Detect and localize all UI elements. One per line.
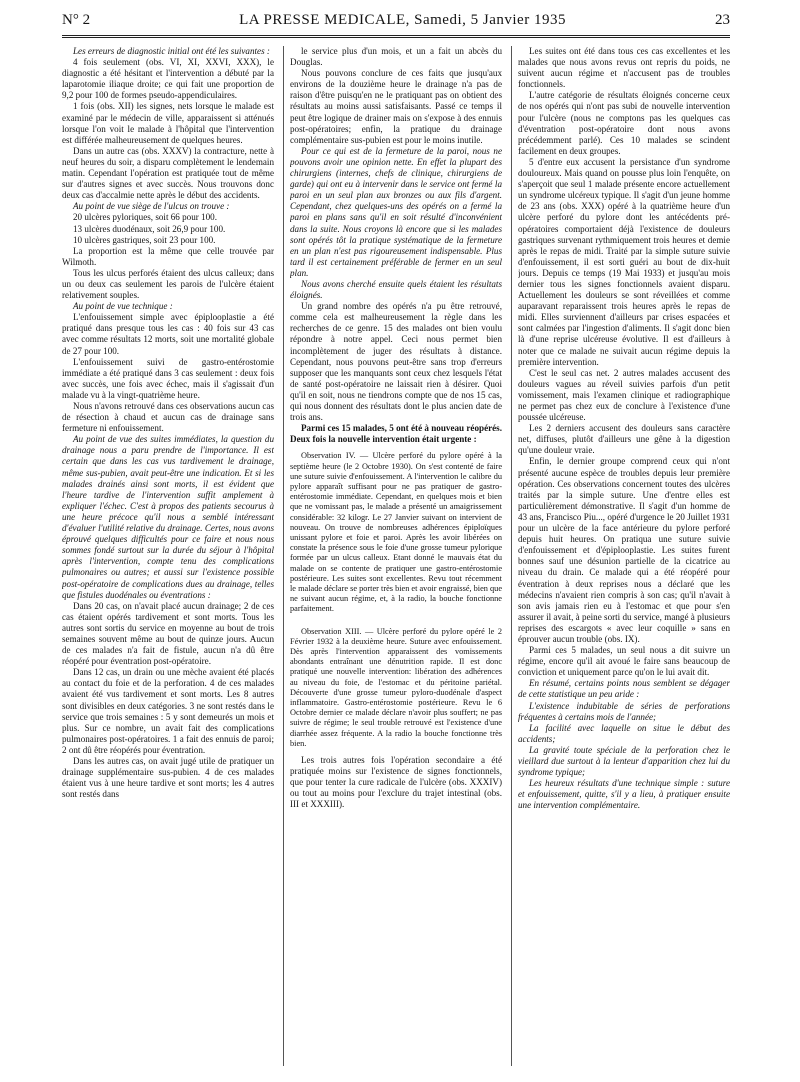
paragraph: Observation IV. — Ulcère perforé du pylore opéré à la septième heure (le 2 Octobre 1930). On s'est contenté de faire une suture suivie d'enfouissement. A l'intervention le calibre du pylore apparaît suffisant pour ne pas pratiquer de gastro-entérostomie immédiate. Cependant, en quelques mois et bien que ne vomissant pas, le malade a présenté un amaigrissement considérable: 32 kilogr. Le 27 Janvier suivant on intervient de nouveau. On trouve de nombreuses adhérences épiploïques unissant pylore et foie et paroi. Après les avoir libérées on constate la présence sous le foie d'une grosse tumeur pylorique formée par un ulcus calleux. Etant donné le mauvais état du malade on se contente de pratiquer une gastro-entérostomie postérieure. Les suites sont excellentes. Revu tout récemment le malade déclare se porter très bien et avoir engraissé, bien que ne suivant aucun régime, et, à la radio, la bouche fonctionne parfaitement.: [290, 451, 502, 614]
text-column-right: [518, 46, 730, 1066]
paragraph: L'existence indubitable de séries de perforations fréquentes à certains mois de l'année;: [518, 700, 730, 722]
paragraph: 10 ulcères gastriques, soit 23 pour 100.: [73, 234, 216, 245]
paragraph: En résumé, certains points nous semblent se dégager de cette statistique un peu aride :: [518, 678, 730, 700]
paragraph: Les suites ont été dans tous ces cas excellentes et les malades que nous avons revus ont repris du poids, ne suivent aucun régime et n'accusent pas de troubles fonctionnels.: [518, 46, 730, 90]
paragraph: Au point de vue siège de l'ulcus on trouve :: [73, 201, 230, 212]
text-column-middle: [290, 46, 502, 1066]
column-divider: [283, 46, 284, 1066]
paragraph: 4 fois seulement (obs. VI, XI, XXVI, XXX), le diagnostic a été hésitant et l'intervention a débuté par la laparotomie iliaque droite; ce qui fait une proportion de 9,2 pour 100 de formes pseudo-appendiculaires.: [62, 57, 274, 101]
issue-number: N° 2: [62, 12, 91, 28]
paragraph: Dans les autres cas, on avait jugé utile de pratiquer un drainage supplémentaire sus-pubien. 4 de ces malades étaient vus à une heure tardive et sont morts; les 4 autres sont restés dans: [62, 756, 274, 800]
running-header: [62, 12, 730, 34]
page-number: 23: [714, 12, 730, 28]
paragraph: Dans un autre cas (obs. XXXV) la contracture, nette à neuf heures du soir, a disparu complètement le lendemain matin. Cependant l'opération est pratiquée tout de même sur d'autres signes et avec succès. Nous trouvons donc deux cas d'accalmie nette après le début des accidents.: [62, 145, 274, 201]
paragraph: Dans 20 cas, on n'avait placé aucun drainage; 2 de ces cas étaient opérés tardivement et sont morts. Tous les autres sont sortis du service en moyenne au bout de trois semaines souvent même au bout de quinze jours. Aucun de ces malades n'a fait de fistule, aucun n'a dû être réopéré pour éventration post-opératoire.: [62, 600, 274, 667]
text-column-left: [62, 46, 274, 1066]
paragraph: Au point de vue des suites immédiates, la question du drainage nous a paru prendre de l'importance. Il est certain que dans les cas vus tardivement le drainage, même sus-pubien, avait peut-être une indication. Et si les malades drainés ainsi sont morts, il est évident que l'heure tardive de l'intervention suffit amplement à expliquer l'échec. C'est à propos des patients secourus à une heure précoce qu'il nous a semblé intéressant d'évaluer l'utilité relative du drainage. Certes, nous avons éprouvé quelques difficultés pour ce faire et nous nous sommes fondé surtout sur la durée du séjour à l'hôpital après l'intervention, compte tenu des complications pulmonaires ou autres; et aussi sur l'existence possible post-opératoire de complications dues au drainage, telles que fistules duodénales ou éventrations :: [62, 434, 274, 600]
paragraph: le service plus d'un mois, et un a fait un abcès du Douglas.: [290, 46, 502, 68]
paragraph: Parmi ces 15 malades, 5 ont été à nouveau réopérés. Deux fois la nouvelle intervention était urgente :: [290, 423, 502, 445]
paragraph: 1 fois (obs. XII) les signes, nets lorsque le malade est examiné par le médecin de ville, apparaissent si atténués lorsque l'on voit le malade à l'hôpital que l'intervention est différée malheureusement de quelques heures.: [62, 101, 274, 145]
paragraph: Nous n'avons retrouvé dans ces observations aucun cas de résection à chaud et aucun cas de drainage sans fermeture ni enfouissement.: [62, 401, 274, 434]
paragraph: Nous pouvons conclure de ces faits que jusqu'aux environs de la douzième heure le drainage n'a pas de raison d'être puisqu'en ne le pratiquant pas on obtient des résultats au moins aussi satisfaisants. Passé ce temps il peut être logique de drainer mais on s'expose à des ennuis post-opératoires; enfin, la pratique du drainage complémentaire sus-pubien est pour le moins inutile.: [290, 68, 502, 145]
paragraph: La gravité toute spéciale de la perforation chez le vieillard due surtout à la lenteur d'apparition chez lui du syndrome typique;: [518, 744, 730, 778]
header-rule-secondary: [62, 37, 730, 38]
paragraph: Observation XIII. — Ulcère perforé du pylore opéré le 2 Février 1932 à la deuxième heure. Suture avec enfouissement. Dès après l'intervention apparaissent des vomissements abondants entraînant une dénutrition rapide. Il est donc pratiqué une nouvelle intervention: libération des adhérences au niveau du foie, de l'estomac et du péritoine pariétal. Découverte d'une grosse tumeur pyloro-duodénale d'aspect inflammatoire. Gastro-entérostomie postérieure. Revu le 6 Octobre dernier ce malade déclare n'avoir plus souffert; ne pas suivre de régime; le seul trouble retrouvé est l'existence d'une diarrhée assez fréquente. A la radio la bouche fonctionne très bien.: [290, 626, 502, 748]
paragraph: Dans 12 cas, un drain ou une mèche avaient été placés au contact du foie et de la perforation. 4 de ces malades avaient été vus tardivement et sont morts. Les 8 autres sont divisibles en deux catégories. 3 ne sont restés dans le service que trois semaines : 5 y sont demeurés un mois et plus. Sur ce nombre, un avait fait des complications pulmonaires post-opératoires. 1 a fait des ennuis de paroi; 2 ont dû être réopérés pour éventration.: [62, 667, 274, 755]
paragraph: La facilité avec laquelle on situe le début des accidents;: [518, 722, 730, 744]
column-divider: [511, 46, 512, 1066]
paragraph: Les 2 derniers accusent des douleurs sans caractère net, diffuses, plutôt d'ailleurs une gêne à la digestion qu'une douleur vraie.: [518, 423, 730, 456]
paragraph: Les erreurs de diagnostic initial ont été les suivantes :: [73, 46, 270, 56]
paragraph: 13 ulcères duodénaux, soit 26,9 pour 100.: [73, 223, 226, 234]
paragraph: Enfin, le dernier groupe comprend ceux qui n'ont présenté aucune espèce de troubles depuis leur première opération. Ces observations concernent toutes des ulcères traités par la simple suture. Une d'entre elles est particulièrement démonstrative. Il s'agit d'un homme de 43 ans, Francisco Piu..., opéré d'urgence le 20 Juillet 1931 pour un ulcère de la face antérieure du pylore perforé depuis huit heures. On pratiqua une suture suivie d'enfouissement et d'épiplooplastie. Les suites furent bonnes sauf une désunion partielle de la cicatrice au niveau du drain. Ce malade qui a été réopéré pour éventration à deux reprises nous a déclaré que les médecins n'avaient rien compris à son cas; qu'il n'avait à son avis jamais rien eu à l'estomac et que pour s'en assurer il avait, à peine sorti du service, mangé à plusieurs reprises des escargots « avec leur coquille » sans en éprouver aucun trouble (obs. IX).: [518, 456, 730, 644]
paragraph: L'enfouissement simple avec épiplooplastie a été pratiqué dans presque tous les cas : 40 fois sur 43 cas avec comme résultats 12 morts, soit une mortalité globale de 27 pour 100.: [62, 312, 274, 356]
paragraph: Nous avons cherché ensuite quels étaient les résultats éloignés.: [290, 278, 502, 301]
paragraph: Les heureux résultats d'une technique simple : suture et enfouissement, quitte, s'il y a lieu, à pratiquer ensuite une intervention complémentaire.: [518, 778, 730, 811]
paragraph: C'est le seul cas net. 2 autres malades accusent des douleurs vagues au réveil suivies parfois d'un petit vomissement, mais l'examen clinique et radiographique ne permet pas chez eux de conclure à l'existence d'une poussée ulcéreuse.: [518, 367, 730, 423]
paragraph: Tous les ulcus perforés étaient des ulcus calleux; dans un ou deux cas seulement les parois de l'ulcère étaient relativement souples.: [62, 267, 274, 301]
paragraph: 20 ulcères pyloriques, soit 66 pour 100.: [73, 212, 217, 223]
paragraph: La proportion est la même que celle trouvée par Wilmoth.: [62, 245, 274, 267]
journal-title: LA PRESSE MEDICALE, Samedi, 5 Janvier 1935: [239, 12, 566, 28]
paragraph: 5 d'entre eux accusent la persistance d'un syndrome douloureux. Mais quand on pousse plus loin l'enquête, on s'aperçoit que seul 1 malade présente encore actuellement un syndrome ulcéreux typique. Il s'agit d'un jeune homme de 23 ans (obs. XXX) opéré à la quatrième heure d'un ulcère perforé du pylore dont les antécédents pré-opératoires comportaient déjà l'existence de douleurs gastriques survenant rythmiquement trois heures et demie après le repas de midi. Traité par la simple suture suivie d'enfouissement, il est sorti guéri au bout de dix-huit jours. Depuis ce temps (19 Mai 1933) et jusqu'au mois dernier tous les signes fonctionnels avaient disparu. Actuellement les douleurs se sont réveillées et comme auparavant reparaissent trois heures après le repas de midi. Elles surviennent d'ailleurs par crises espacées et sont calmées par l'ingestion d'aliments. Il s'agit donc bien là d'une reprise ulcéreuse évolutive. Il est d'ailleurs à noter que ce malade ne suivait aucun régime depuis la première intervention.: [518, 156, 730, 367]
paragraph: Parmi ces 5 malades, un seul nous a dit suivre un régime, encore qu'il ait avoué le faire sans beaucoup de conviction et uniquement parce qu'on le lui avait dit.: [518, 645, 730, 678]
paragraph: Un grand nombre des opérés n'a pu être retrouvé, comme cela est malheureusement la règle dans les recherches de ce genre. 15 des malades ont bien voulu répondre à notre appel. Ceci nous permet bien incomplètement de juger des résultats à distance. Cependant, nous pouvons peut-être sans trop d'erreurs supposer que les manquants sont ceux chez lesquels l'état de santé post-opératoire ne laissait rien à désirer. Quoi qu'il en soit, nous ne tiendrons compte que de nos 15 cas, qui nous donnent des résultats dont le plus ancien date de trois ans.: [290, 301, 502, 423]
paragraph: Pour ce qui est de la fermeture de la paroi, nous ne pouvons avoir une opinion nette. En effet la plupart des chirurgiens (internes, chefs de clinique, chirurgiens de garde) qui ont eu à intervenir dans le service ont fermé la paroi en un seul plan aux bronzes ou aux fils d'argent. Cependant, chez quelques-uns des opérés on a fermé la paroi en plans sans qu'il en soit résulté d'inconvénient dans la suite. Nous croyons là encore que si les malades sont opérés tôt la pratique systématique de la fermeture en un plan n'est pas rigoureusement indispensable. Plus tard il est certainement préférable de fermer en un seul plan.: [290, 145, 502, 278]
paragraph: L'autre catégorie de résultats éloignés concerne ceux de nos opérés qui n'ont pas subi de nouvelle intervention pour l'ulcère (nous ne comptons pas les quelques cas d'éventration post-opératoire dont nous avons précédemment parlé). Ces 10 malades se scindent facilement en deux groupes.: [518, 90, 730, 156]
paragraph: L'enfouissement suivi de gastro-entérostomie immédiate a été pratiqué dans 3 cas seulement : deux fois avec succès, une fois avec échec, mais il s'agissait d'un malade vu à la vingt-quatrième heure.: [62, 356, 274, 400]
paragraph: Au point de vue technique :: [73, 301, 173, 312]
header-rule: [62, 35, 730, 36]
paragraph: Les trois autres fois l'opération secondaire a été pratiquée moins sur l'existence de signes fonctionnels, que pour tenter la cure radicale de l'ulcère (obs. XXXIV) ou tout au moins pour l'exclure du trajet intestinal (obs. III et XXXIII).: [290, 755, 502, 810]
